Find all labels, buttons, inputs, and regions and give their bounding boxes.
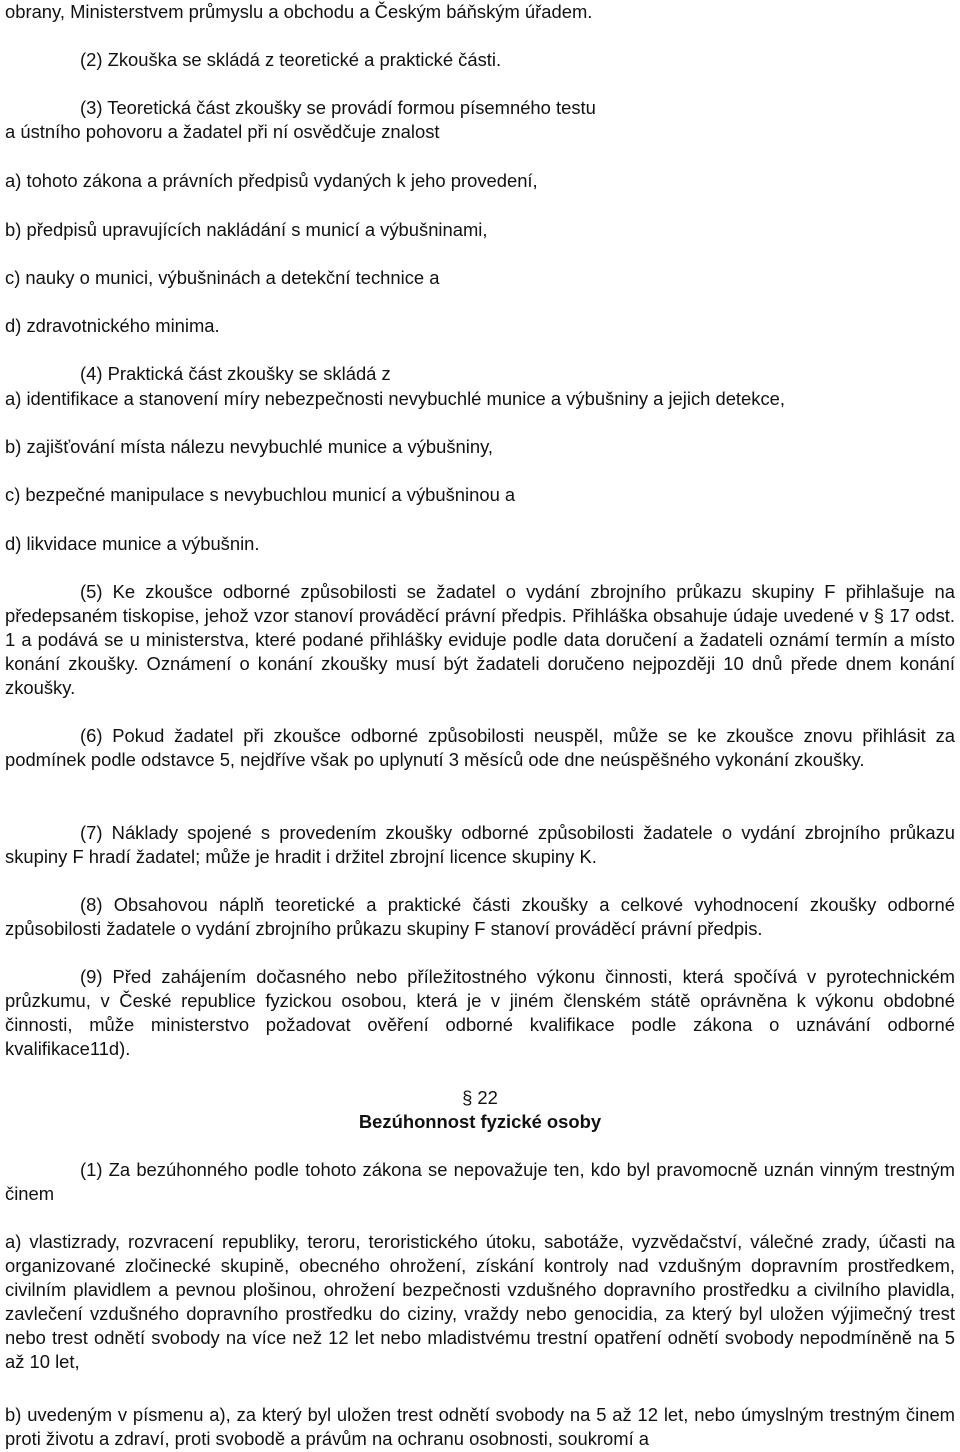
list-item: d) likvidace munice a výbušnin.: [5, 533, 260, 554]
list-item: a) identifikace a stanovení míry nebezpečnosti nevybuchlé munice a výbušniny a jejich detekce,: [5, 388, 785, 409]
section-22-item-a: a) vlastizrady, rozvracení republiky, teroru, teroristického útoku, sabotáže, vyzvědačství, válečné zrady, účasti na organizované zločinecké skupině, obecného ohrožení, získání kontroly nad vzdušným dopravním prostředkem, civilním plavidlem a pevnou plošinou, ohrožení bezpečnosti vzdušného dopravního prostředku a civilního plavidla, zavlečení vzdušného dopravního prostředku do ciziny, vraždy nebo genocidia, za který byl uložen výjimečný trest nebo trest odnětí svobody na více než 12 let nebo mladistvému trestní opatření odnětí svobody nepodmíněně na 5 až 10 let,: [5, 1231, 955, 1372]
list-item: c) bezpečné manipulace s nevybuchlou municí a výbušninou a: [5, 484, 516, 505]
paragraph-9: (9) Před zahájením dočasného nebo příležitostného výkonu činnosti, která spočívá v pyrotechnickém průzkumu, v České republice fyzickou osobou, která je v jiném členském státě oprávněna k výkonu obdobné činnosti, může ministerstvo požadovat ověření odborné kvalifikace podle zákona o uznávání odborné kvalifikace11d).: [5, 966, 955, 1059]
list-item: b) zajišťování místa nálezu nevybuchlé munice a výbušniny,: [5, 436, 494, 457]
paragraph-2: (2) Zkouška se skládá z teoretické a praktické části.: [80, 49, 502, 70]
list-item: a) tohoto zákona a právních předpisů vydaných k jeho provedení,: [5, 170, 538, 191]
paragraph-6: (6) Pokud žadatel při zkoušce odborné způsobilosti neuspěl, může se ke zkoušce znovu přihlásit za podmínek podle odstavce 5, nejdříve však po uplynutí 3 měsíců ode dne neúspěšného vykonání zkoušky.: [5, 725, 955, 770]
list-item: c) nauky o munici, výbušninách a detekční technice a: [5, 267, 440, 288]
section-title: Bezúhonnost fyzické osoby: [358, 1111, 602, 1132]
paragraph-4-intro: (4) Praktická část zkoušky se skládá z: [80, 363, 391, 384]
section-22-paragraph-1: (1) Za bezúhonného podle tohoto zákona se nepovažuje ten, kdo byl pravomocně uznán vinným trestným činem: [5, 1159, 955, 1204]
section-number: § 22: [462, 1087, 498, 1108]
list-item: d) zdravotnického minima.: [5, 315, 220, 336]
paragraph-3-line-1: (3) Teoretická část zkoušky se provádí formou písemného testu: [80, 97, 596, 118]
section-22-item-b: b) uvedeným v písmenu a), za který byl uložen trest odnětí svobody na 5 až 12 let, nebo úmyslným trestným činem proti životu a zdraví, proti svobodě a právům na ochranu osobnosti, soukromí a: [5, 1404, 955, 1449]
paragraph-7: (7) Náklady spojené s provedením zkoušky odborné způsobilosti žadatele o vydání zbrojního průkazu skupiny F hradí žadatel; může je hradit i držitel zbrojní licence skupiny K.: [5, 822, 955, 867]
paragraph-8: (8) Obsahovou náplň teoretické a praktické části zkoušky a celkové vyhodnocení zkoušky odborné způsobilosti žadatele o vydání zbrojního průkazu skupiny F stanoví prováděcí právní předpis.: [5, 894, 955, 939]
list-item: b) předpisů upravujících nakládání s municí a výbušninami,: [5, 219, 488, 240]
paragraph-3-line-2: a ústního pohovoru a žadatel při ní osvědčuje znalost: [5, 121, 440, 142]
paragraph-5: (5) Ke zkoušce odborné způsobilosti se žadatel o vydání zbrojního průkazu skupiny F přihlašuje na předepsaném tiskopise, jehož vzor stanoví prováděcí právní předpis. Přihláška obsahuje údaje uvedené v § 17 odst. 1 a podává se u ministerstva, které podané přihlášky eviduje podle data doručení a žadateli oznámí termín a místo konání zkoušky. Oznámení o konání zkoušky musí být žadateli doručeno nejpozději 10 dnů přede dnem konání zkoušky.: [5, 581, 955, 698]
intro-end-line: obrany, Ministerstvem průmyslu a obchodu a Českým báňským úřadem.: [5, 1, 593, 22]
